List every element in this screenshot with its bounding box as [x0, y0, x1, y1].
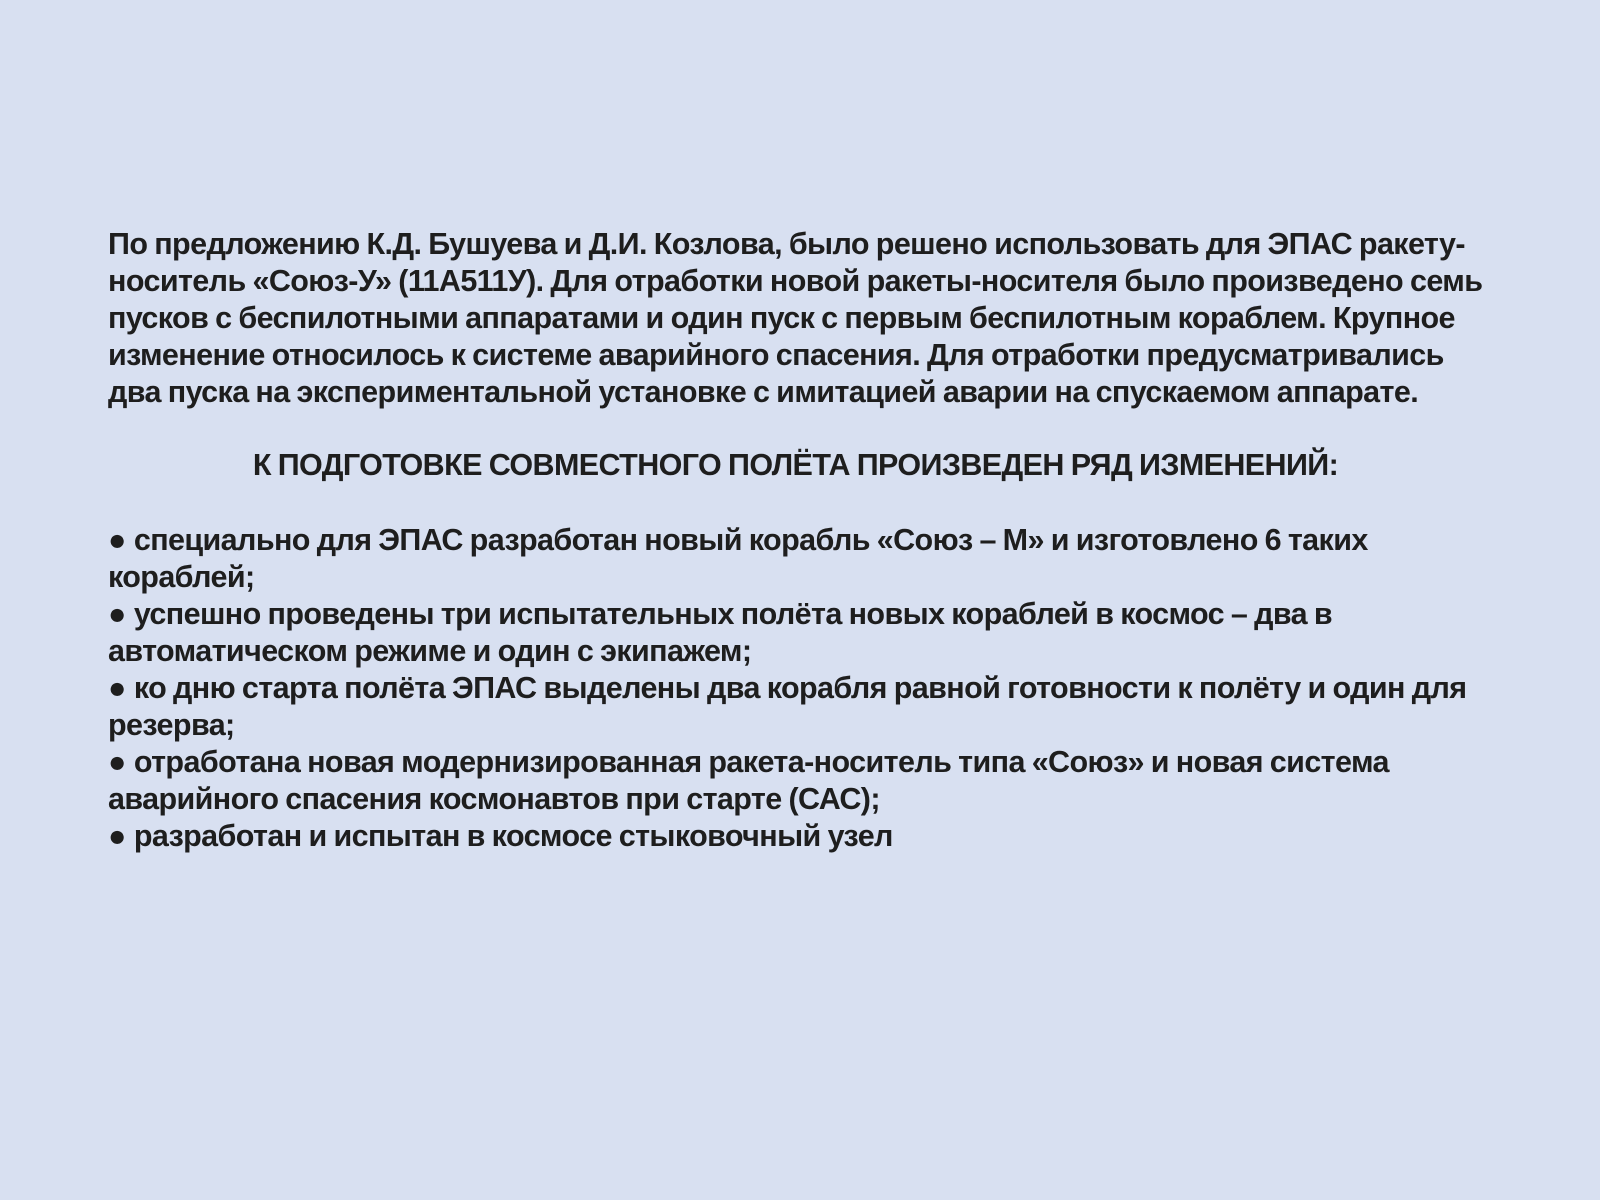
bullet-icon: ●	[108, 523, 126, 557]
section-heading: К ПОДГОТОВКЕ СОВМЕСТНОГО ПОЛЁТА ПРОИЗВЕДЕН РЯД ИЗМЕНЕНИЙ:	[252, 448, 1339, 482]
list-item-text: специально для ЭПАС разработан новый корабль «Союз – М» и изготовлено 6 таких кораблей;	[108, 523, 1368, 594]
list-item	[108, 670, 1503, 744]
intro-paragraph: По предложению К.Д. Бушуева и Д.И. Козлова, было решено использовать для ЭПАС ракету-носитель «Союз-У» (11А511У). Для отработки новой ракеты-носителя было произведено семь пусков с беспилотными аппаратами и один пуск с первым беспилотным кораблем. Крупное изменение относилось к системе аварийного спасения. Для отработки предусматривались два пуска на экспериментальной установке с имитацией аварии на спускаемом аппарате.	[108, 227, 1483, 409]
bullet-icon: ●	[108, 745, 126, 779]
list-item-text: разработан и испытан в космосе стыковочный узел	[133, 819, 893, 853]
list-item	[108, 744, 1503, 818]
bullet-icon: ●	[108, 819, 126, 853]
changes-list	[108, 522, 1503, 855]
list-item-text: успешно проведены три испытательных полёта новых кораблей в космос – два в автоматическом режиме и один с экипажем;	[108, 597, 1333, 668]
list-item	[108, 596, 1503, 670]
list-item-text: ко дню старта полёта ЭПАС выделены два корабля равной готовности к полёту и один для резерва;	[108, 671, 1467, 742]
list-item	[108, 818, 1503, 855]
bullet-icon: ●	[108, 671, 126, 705]
list-item-text: отработана новая модернизированная ракета-носитель типа «Союз» и новая система аварийного спасения космонавтов при старте (САС);	[108, 745, 1389, 816]
bullet-icon: ●	[108, 597, 126, 631]
list-item	[108, 522, 1503, 596]
slide-content	[108, 226, 1503, 855]
